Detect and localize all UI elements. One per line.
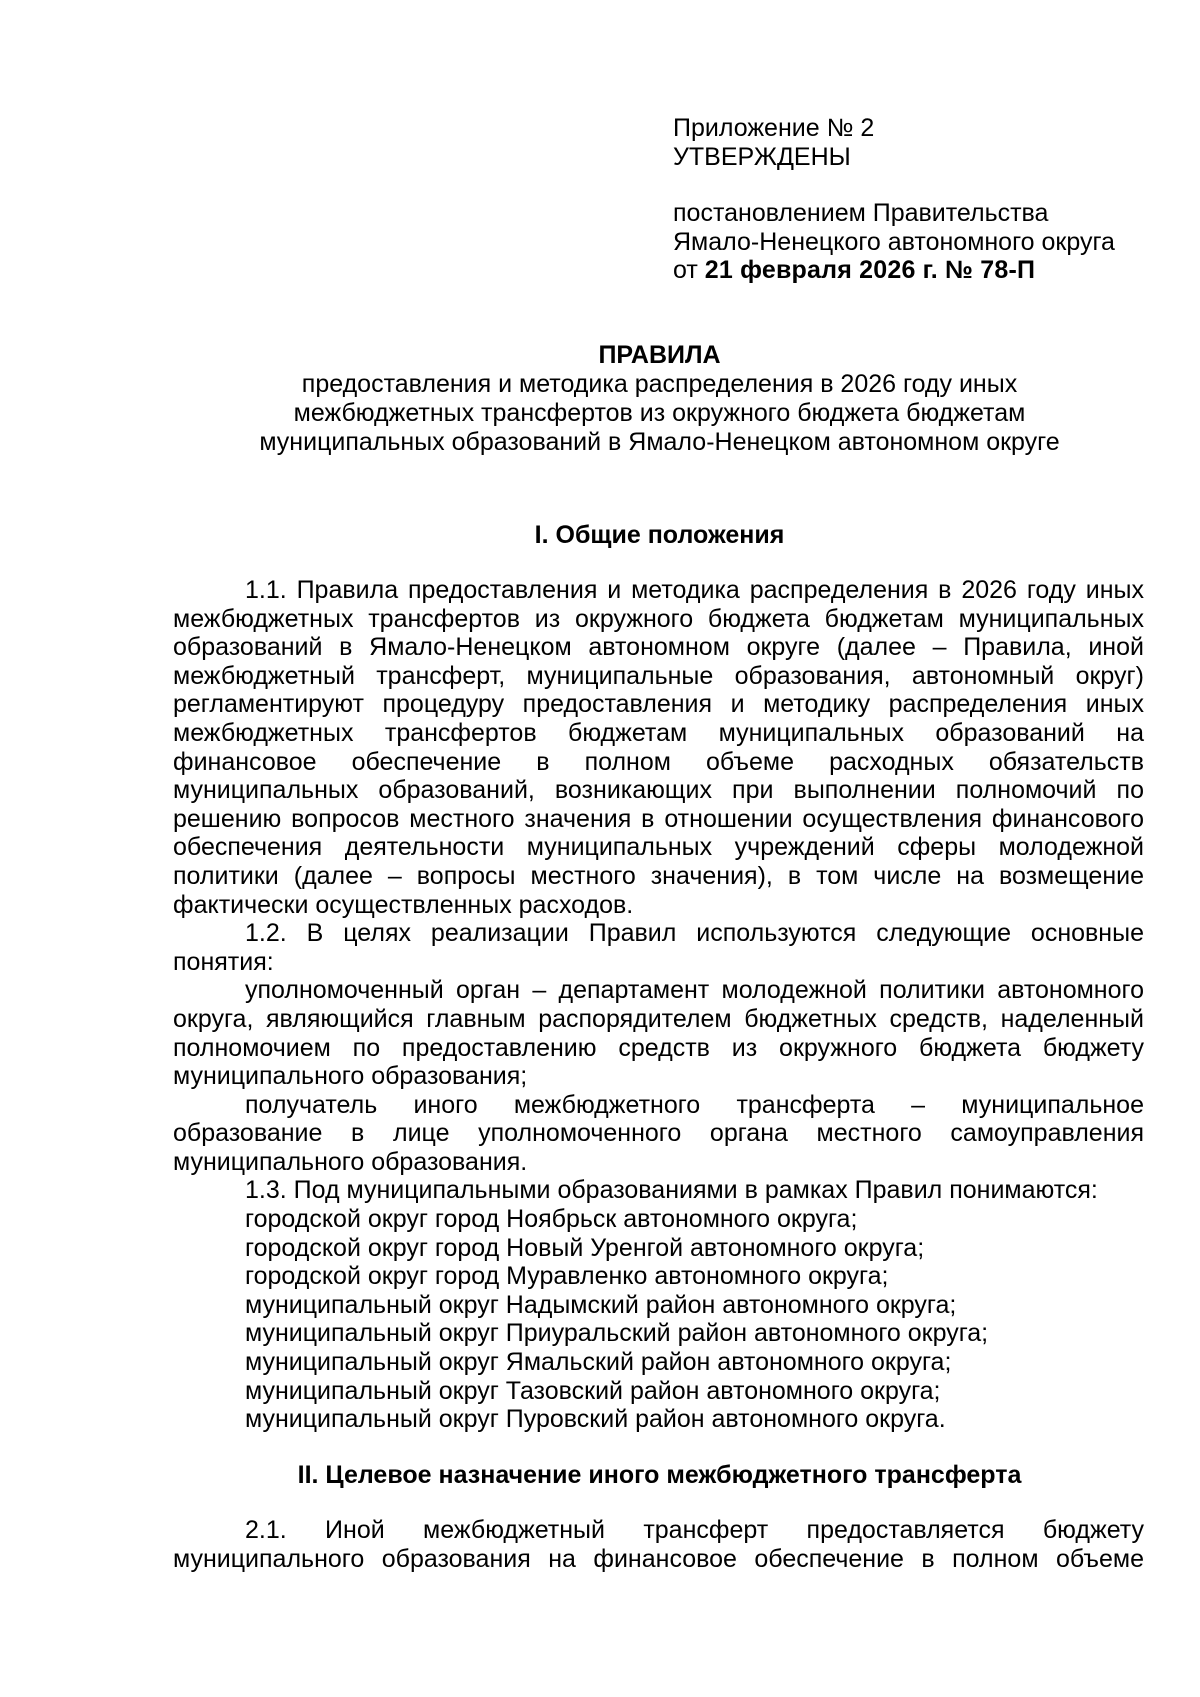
approval-block bbox=[673, 114, 1115, 285]
paragraph-1-1: 1.1. Правила предоставления и методика распределения в 2026 году иных межбюджетных трансфертов из окружного бюджета бюджетам муниципальных образований в Ямало-Ненецком автономном округе (далее – Правила, иной межбюджетный трансферт, муниципальные образования, автономный округ) регламентируют процедуру предоставления и методику распределения иных межбюджетных трансфертов бюджетам муниципальных образований на финансовое обеспечение в полном объеме расходных обязательств муниципальных образований, возникающих при выполнении полномочий по решению вопросов местного значения в отношении осуществления финансового обеспечения деятельности муниципальных учреждений сферы молодежной политики (далее – вопросы местного значения), в том числе на возмещение фактически осуществленных расходов. bbox=[173, 576, 1144, 919]
municipality-item: городской округ город Муравленко автономного округа; bbox=[245, 1262, 889, 1291]
paragraph-1-3: 1.3. Под муниципальными образованиями в рамках Правил понимаются: bbox=[245, 1176, 1098, 1205]
section-2-body bbox=[173, 1516, 1144, 1573]
municipality-item: муниципальный округ Тазовский район автономного округа; bbox=[245, 1376, 941, 1405]
date-prefix: от bbox=[673, 256, 705, 284]
subtitle-line-3: муниципальных образований в Ямало-Ненецком автономном округе bbox=[259, 428, 1060, 456]
title-main: ПРАВИЛА bbox=[598, 341, 721, 369]
document-title bbox=[0, 341, 1200, 457]
municipality-item: муниципальный округ Приуральский район автономного округа; bbox=[245, 1319, 989, 1348]
appendix-number: Приложение № 2 bbox=[673, 114, 875, 142]
municipality-item: муниципальный округ Пуровский район автономного округа. bbox=[245, 1405, 946, 1434]
resolution-label: постановлением Правительства bbox=[673, 199, 1049, 227]
section-2-heading: II. Целевое назначение иного межбюджетного трансферта bbox=[297, 1461, 1022, 1489]
subtitle-line-2: межбюджетных трансфертов из окружного бюджета бюджетам bbox=[293, 399, 1026, 427]
resolution-date bbox=[673, 256, 1115, 285]
government-name: Ямало-Ненецкого автономного округа bbox=[673, 227, 1115, 256]
date-value: 21 февраля 2026 г. № 78-П bbox=[704, 256, 1036, 284]
subtitle-line-1: предоставления и методика распределения в 2026 году иных bbox=[301, 370, 1018, 398]
municipality-item: муниципальный округ Ямальский район автономного округа; bbox=[245, 1348, 952, 1377]
approved-label: УТВЕРЖДЕНЫ bbox=[673, 142, 851, 171]
municipality-item: городской округ город Ноябрьск автономного округа; bbox=[245, 1205, 858, 1234]
section-1-heading: I. Общие положения bbox=[534, 521, 785, 549]
municipality-item: муниципальный округ Надымский район автономного округа; bbox=[245, 1290, 957, 1319]
section-1-body bbox=[173, 576, 1144, 1434]
municipality-item: городской округ город Новый Уренгой автономного округа; bbox=[245, 1233, 925, 1262]
definition-recipient: получатель иного межбюджетного трансферта – муниципальное образование в лице уполномоченного органа местного самоуправления муниципального образования. bbox=[173, 1090, 1144, 1176]
definition-authorized-body: уполномоченный орган – департамент молодежной политики автономного округа, являющийся главным распорядителем бюджетных средств, наделенный полномочием по предоставлению средств из окружного бюджета бюджету муниципального образования; bbox=[173, 976, 1144, 1091]
paragraph-1-2: 1.2. В целях реализации Правил используются следующие основные понятия: bbox=[173, 919, 1144, 976]
paragraph-2-1: 2.1. Иной межбюджетный трансферт предоставляется бюджету муниципального образования на финансовое обеспечение в полном объеме bbox=[173, 1516, 1144, 1573]
